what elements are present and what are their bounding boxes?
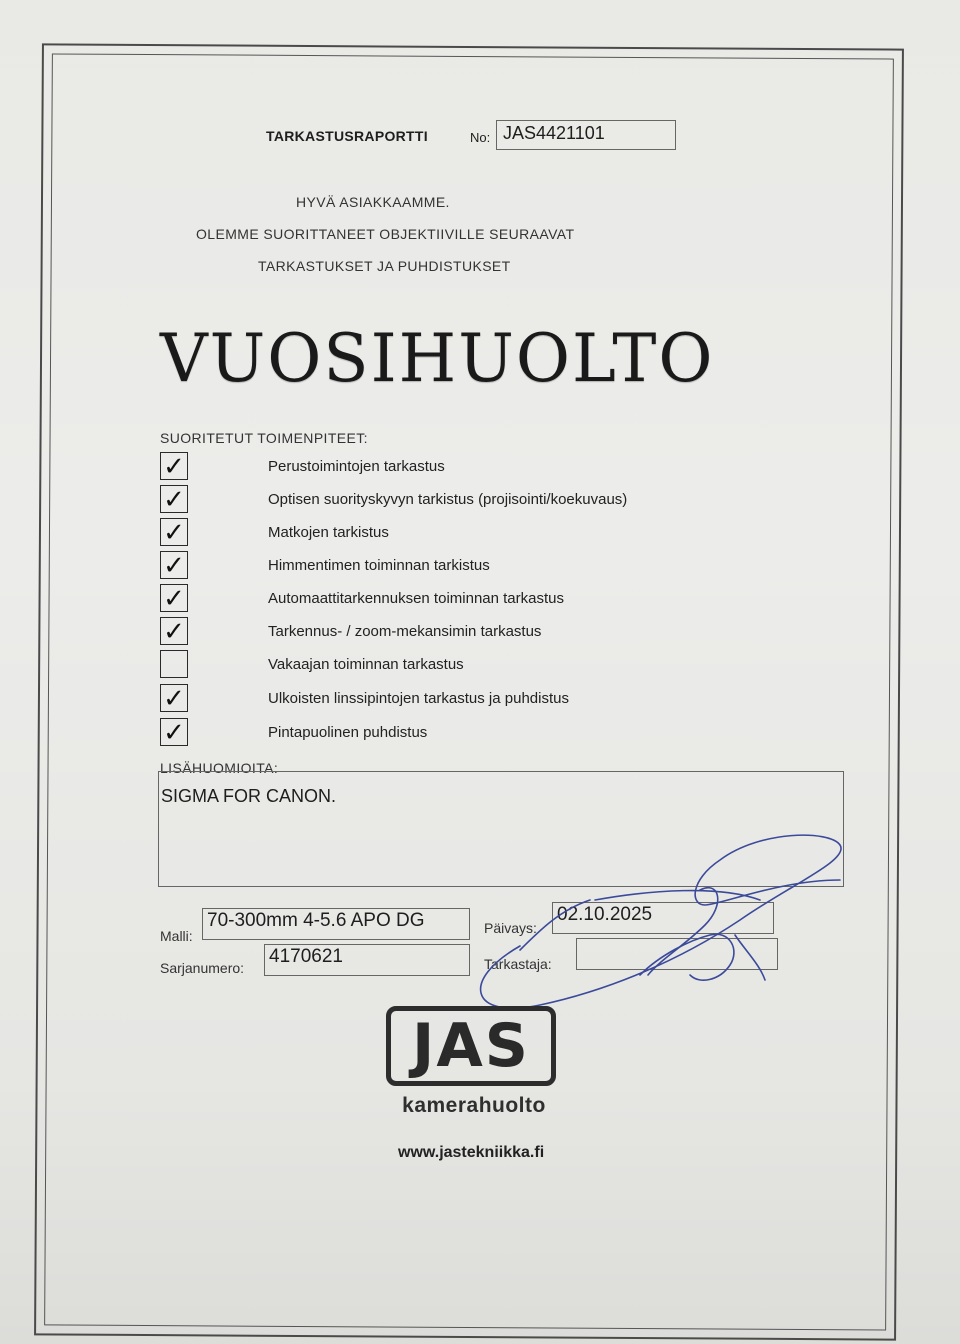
action-label: Perustoimintojen tarkastus (268, 458, 445, 475)
action-checkbox (160, 684, 188, 712)
inspector-label: Tarkastaja: (484, 956, 552, 972)
action-label: Himmentimen toiminnan tarkistus (268, 557, 490, 574)
action-label: Tarkennus- / zoom-mekansimin tarkastus (268, 623, 542, 640)
action-checkbox (160, 518, 188, 546)
checkmark-icon: ✓ (163, 616, 185, 646)
action-label: Ulkoisten linssipintojen tarkastus ja puhdistus (268, 690, 569, 707)
action-checkbox (160, 551, 188, 579)
action-label: Matkojen tarkistus (268, 524, 389, 541)
date-field: 02.10.2025 (552, 902, 774, 934)
checkmark-icon: ✓ (163, 517, 185, 547)
action-label: Vakaajan toiminnan tarkastus (268, 656, 464, 673)
action-checkbox (160, 584, 188, 612)
intro-line-2: OLEMME SUORITTANEET OBJEKTIIVILLE SEURAAVAT (196, 226, 575, 242)
checkmark-icon: ✓ (163, 583, 185, 613)
action-checkbox (160, 650, 188, 678)
checkmark-icon: ✓ (163, 484, 185, 514)
serial-field: 4170621 (264, 944, 470, 976)
action-checkbox (160, 485, 188, 513)
intro-line-1: HYVÄ ASIAKKAAMME. (296, 194, 450, 210)
actions-label: SUORITETUT TOIMENPITEET: (160, 430, 368, 446)
checkmark-icon: ✓ (163, 550, 185, 580)
checkmark-icon: ✓ (163, 683, 185, 713)
checkmark-icon: ✓ (163, 451, 185, 481)
inspector-field (576, 938, 778, 970)
report-number-field: JAS4421101 (496, 120, 676, 150)
action-checkbox (160, 718, 188, 746)
checkmark-icon: ✓ (163, 717, 185, 747)
website-link: www.jastekniikka.fi (398, 1144, 545, 1161)
intro-line-3: TARKASTUKSET JA PUHDISTUKSET (258, 258, 511, 274)
date-label: Päivays: (484, 920, 537, 936)
notes-label: LISÄHUOMIOITA: (160, 760, 279, 776)
document-title: VUOSIHUOLTO (160, 320, 715, 397)
model-label: Malli: (160, 928, 193, 944)
model-field: 70-300mm 4-5.6 APO DG (202, 908, 470, 940)
report-label: TARKASTUSRAPORTTI (266, 128, 428, 144)
action-label: Pintapuolinen puhdistus (268, 724, 428, 741)
notes-field: SIGMA FOR CANON. (158, 771, 844, 887)
serial-label: Sarjanumero: (160, 960, 245, 976)
logo-subtitle: kamerahuolto (402, 1094, 546, 1117)
jas-logo: JAS (386, 1006, 556, 1086)
action-checkbox (160, 617, 188, 645)
action-checkbox (160, 452, 188, 480)
report-no-label: No: (470, 130, 491, 145)
action-label: Optisen suorityskyvyn tarkistus (projisointi/koekuvaus) (268, 491, 628, 508)
action-label: Automaattitarkennuksen toiminnan tarkastus (268, 590, 564, 607)
